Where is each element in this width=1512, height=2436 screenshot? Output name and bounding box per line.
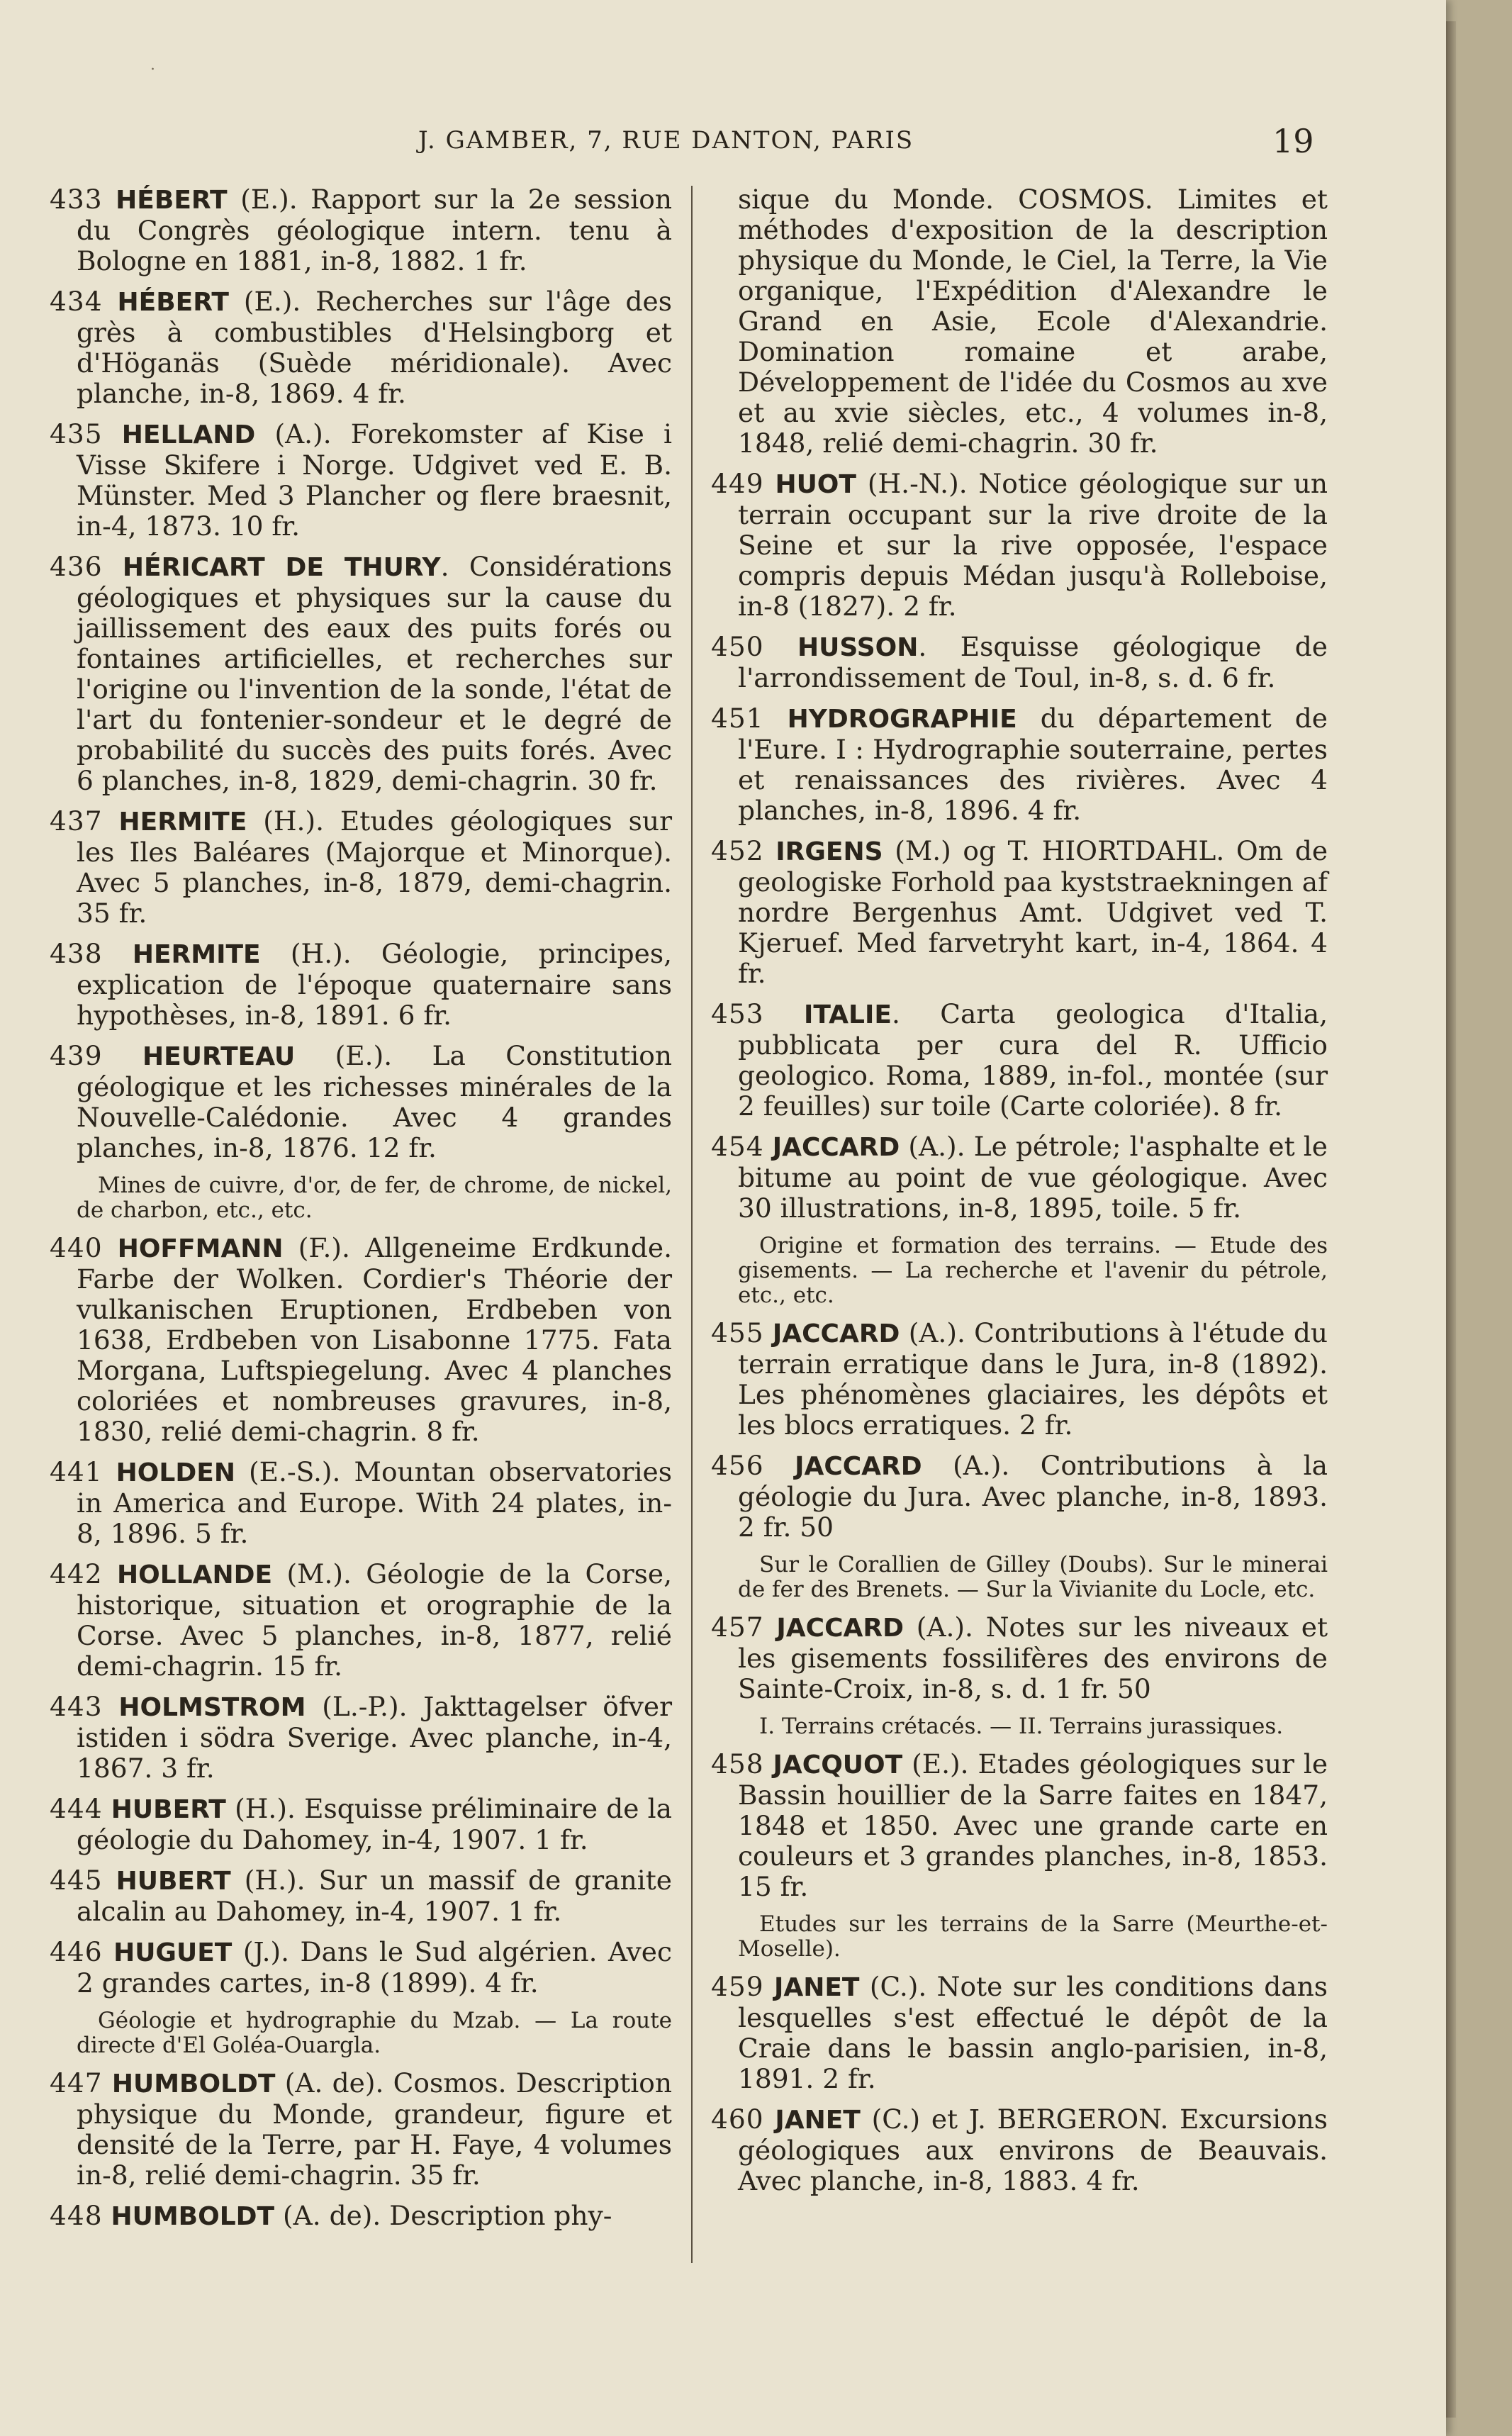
catalogue-entry <box>50 419 672 542</box>
catalogue-entry <box>711 632 1328 693</box>
catalogue-entry <box>711 1318 1328 1441</box>
catalogue-entry <box>711 1972 1328 2094</box>
entry-author: HOLLANDE <box>116 1560 273 1589</box>
entry-note: I. Terrains crétacés. — II. Terrains jurassiques. <box>759 1714 1284 1739</box>
entry-author: HERMITE <box>118 808 247 837</box>
entry-author: HEURTEAU <box>142 1042 296 1071</box>
catalogue-entry <box>711 2104 1328 2196</box>
entry-number: 446 <box>50 1936 103 1967</box>
entry-text: (J.). Dans le Sud algérien. Avec 2 grandes cartes, in-8 (1899). 4 fr. <box>77 1936 672 1999</box>
catalogue-entry <box>711 703 1328 826</box>
entry-author: JANET <box>773 1973 860 2002</box>
entry-text: (A.). Contributions à la géologie du Jura. Avec planche, in-8, 1893. 2 fr. 50 <box>738 1450 1328 1543</box>
entry-number: 445 <box>50 1865 103 1896</box>
entry-number: 442 <box>50 1558 103 1589</box>
catalogue-entry <box>50 1937 672 1999</box>
entry-author: HUMBOLDT <box>111 2202 275 2231</box>
entry-author: HÉRICART DE THURY <box>122 553 441 582</box>
entry-text: (M.). Géologie de la Corse, historique, situation et orographie de la Corse. Avec 5 planches, in-8, 1877, relié demi-chagrin. 15 fr. <box>77 1558 673 1682</box>
catalogue-entry <box>50 184 672 276</box>
page-edge <box>1446 21 1456 2418</box>
page-header <box>0 122 1446 169</box>
entry-note: Mines de cuivre, d'or, de fer, de chrome, de nickel, de charbon, etc., etc. <box>77 1173 672 1223</box>
entry-text: (L.-P.). Jakttagelser öfver istiden i södra Sverige. Avec planche, in-4, 1867. 3 fr. <box>77 1691 672 1784</box>
catalogue-entry <box>50 1233 672 1447</box>
entry-author: HUBERT <box>116 1867 231 1896</box>
entry-author: HOFFMANN <box>117 1234 284 1263</box>
entry-number: 450 <box>711 631 764 662</box>
entry-text: (H.). Géologie, principes, explication de l'époque quaternaire sans hypothèses, in-8, 1891. 6 fr. <box>77 938 673 1031</box>
entry-author: JACCARD <box>772 1133 900 1162</box>
entry-text: (A.). Le pétrole; l'asphalte et le bitume au point de vue géologique. Avec 30 illustrations, in-8, 1895, toile. 5 fr. <box>738 1131 1328 1224</box>
entry-author: HUBERT <box>111 1795 226 1824</box>
entry-note: Etudes sur les terrains de la Sarre (Meurthe-et-Moselle). <box>738 1911 1328 1962</box>
entry-author: HOLMSTROM <box>118 1693 306 1722</box>
catalogue-entry <box>50 2201 672 2232</box>
entry-author: JACQUOT <box>773 1750 903 1779</box>
entry-text: (H.-N.). Notice géologique sur un terrain occupant sur la rive droite de la Seine et sur la rive opposée, l'espace compris depuis Médan jusqu'à Rolleboise, in-8 (1827). 2 fr. <box>738 468 1328 622</box>
catalogue-entry <box>711 469 1328 622</box>
entry-author: IRGENS <box>775 837 883 866</box>
entry-text: (E.). Rapport sur la 2e session du Congrès géologique intern. tenu à Bologne en 1881, in-8, 1882. 1 fr. <box>77 184 673 276</box>
entry-text: (F.). Allgeneime Erdkunde. Farbe der Wolken. Cordier's Théorie der vulkanischen Eruptionen, Erdbeben von 1638, Erdbeben von Lisabonne 1775. Fata Morgana, Luftspiegelung. Avec 4 planches coloriées et nombreuses gravures, in-8, 1830, relié demi-chagrin. 8 fr. <box>77 1232 673 1447</box>
entry-text: (A.). Forekomster af Kise i Visse Skifere i Norge. Udgivet ved E. B. Münster. Med 3 Plancher og flere braesnit, in-4, 1873. 10 fr. <box>77 418 672 542</box>
entry-number: 436 <box>50 551 103 582</box>
catalogue-entry <box>50 1794 672 1855</box>
entry-note: Origine et formation des terrains. — Etude des gisements. — La recherche et l'avenir du pétrole, etc., etc. <box>738 1233 1328 1308</box>
catalogue-entry <box>711 1132 1328 1224</box>
entry-number: 460 <box>711 2103 764 2135</box>
entry-number: 444 <box>50 1793 103 1824</box>
entry-number: 453 <box>711 998 764 1029</box>
entry-text: (H.). Etudes géologiques sur les Iles Baléares (Majorque et Minorque). Avec 5 planches, in-8, 1879, demi-chagrin. 35 fr. <box>77 805 672 929</box>
catalogue-entry <box>711 1451 1328 1543</box>
entry-text: (A. de). Description phy- <box>283 2200 612 2231</box>
entry-text: (E.). Recherches sur l'âge des grès à combustibles d'Helsingborg et d'Höganäs (Suède méridionale). Avec planche, in-8, 1869. 4 fr. <box>77 286 672 409</box>
entry-text: (E.). Etades géologiques sur le Bassin houillier de la Sarre faites en 1847, 1848 et 1850. Avec une grande carte en couleurs et 3 grandes planches, in-8, 1853. 15 fr. <box>738 1748 1328 1902</box>
entry-text: (A.). Notes sur les niveaux et les gisements fossilifères des environs de Sainte-Croix, in-8, s. d. 1 fr. 50 <box>738 1611 1328 1704</box>
entry-text: . Esquisse géologique de l'arrondissement de Toul, in-8, s. d. 6 fr. <box>738 631 1328 693</box>
left-column <box>50 184 672 2242</box>
entry-number: 451 <box>711 703 764 734</box>
entry-text: (A.). Contributions à l'étude du terrain erratique dans le Jura, in-8 (1892). Les phénomènes glaciaires, les dépôts et les blocs erratiques. 2 fr. <box>738 1317 1328 1441</box>
entry-number: 457 <box>711 1611 764 1643</box>
entry-text: (H.). Sur un massif de granite alcalin au Dahomey, in-4, 1907. 1 fr. <box>77 1865 672 1927</box>
entry-text: (C.). Note sur les conditions dans lesquelles s'est effectué le dépôt de la Craie dans le bassin anglo-parisien, in-8, 1891. 2 fr. <box>738 1971 1328 2094</box>
entry-author: HUMBOLDT <box>111 2069 276 2099</box>
entry-number: 458 <box>711 1748 764 1779</box>
entry-author: JACCARD <box>795 1452 922 1481</box>
entry-number: 435 <box>50 418 103 449</box>
entry-text: sique du Monde. COSMOS. Limites et méthodes d'exposition de la description physique du Monde, le Ciel, la Terre, la Vie organique, l'Expédition d'Alexandre le Grand en Asie, Ecole d'Alexandrie. Domination romaine et arabe, Développement de l'idée du Cosmos au xve et au xvie siècles, etc., 4 volumes in-8, 1848, relié demi-chagrin. 30 fr. <box>738 184 1328 459</box>
entry-author: HÉBERT <box>116 186 228 215</box>
entry-text: (M.) og T. HIORTDAHL. Om de geologiske Forhold paa kyststraekningen af nordre Bergenhus Amt. Udgivet ved T. Kjeruef. Med farvetryht kart, in-4, 1864. 4 fr. <box>738 835 1328 989</box>
entry-text: (H.). Esquisse préliminaire de la géologie du Dahomey, in-4, 1907. 1 fr. <box>77 1793 673 1855</box>
entry-number: 438 <box>50 938 103 969</box>
catalogue-entry <box>50 286 672 409</box>
entry-text: . Carta geologica d'Italia, pubblicata per cura del R. Ufficio geologico. Roma, 1889, in-fol., montée (sur 2 feuilles) sur toile (Carte coloriée). 8 fr. <box>738 998 1328 1122</box>
entry-number: 439 <box>50 1040 103 1071</box>
catalogue-entry <box>50 1457 672 1549</box>
entry-number: 455 <box>711 1317 764 1348</box>
catalogue-entry <box>50 2068 672 2191</box>
entry-text: (E.). La Constitution géologique et les richesses minérales de la Nouvelle-Calédonie. Avec 4 grandes planches, in-8, 1876. 12 fr. <box>77 1040 672 1163</box>
entry-author: JACCARD <box>772 1319 900 1348</box>
entry-number: 433 <box>50 184 103 215</box>
entry-number: 441 <box>50 1456 103 1487</box>
entry-text: (C.) et J. BERGERON. Excursions géologiques aux environs de Beauvais. Avec planche, in-8, 1883. 4 fr. <box>738 2103 1328 2196</box>
entry-number: 447 <box>50 2067 103 2099</box>
running-title: J. GAMBER, 7, RUE DANTON, PARIS <box>418 126 914 155</box>
entry-author: HERMITE <box>132 940 261 969</box>
entry-author: HUGUET <box>113 1938 233 1967</box>
entry-number: 434 <box>50 286 103 317</box>
entry-number: 454 <box>711 1131 764 1162</box>
entry-number: 452 <box>711 835 764 866</box>
entry-author: HUOT <box>775 470 856 499</box>
entry-number: 443 <box>50 1691 103 1722</box>
catalogue-entry <box>50 1865 672 1927</box>
entry-number: 459 <box>711 1971 764 2002</box>
entry-author: JANET <box>775 2106 861 2135</box>
entry-author: HUSSON <box>797 633 919 662</box>
entry-number: 456 <box>711 1450 764 1481</box>
entry-author: HYDROGRAPHIE <box>787 705 1017 734</box>
entry-number: 440 <box>50 1232 103 1263</box>
catalogue-entry <box>50 1559 672 1682</box>
entry-number: 448 <box>50 2200 103 2231</box>
entry-number: 437 <box>50 805 103 837</box>
catalogue-entry <box>711 836 1328 989</box>
entry-author: HOLDEN <box>116 1458 235 1487</box>
catalogue-entry <box>50 1041 672 1163</box>
entry-text: . Considérations géologiques et physiques sur la cause du jaillissement des eaux des puits forés ou fontaines artificielles, et recherches sur l'origine ou l'invention de la sonde, l'état de l'art du fontenier-sondeur et le degré de probabilité du succès des puits forés. Avec 6 planches, in-8, 1829, demi-chagrin. 30 fr. <box>77 551 672 796</box>
catalogue-entry <box>50 806 672 929</box>
catalogue-entry <box>50 1692 672 1784</box>
column-divider <box>691 186 693 2263</box>
entry-text: (A. de). Cosmos. Description physique du Monde, grandeur, figure et densité de la Terre, par H. Faye, 4 volumes in-8, relié demi-chagrin. 35 fr. <box>77 2067 672 2191</box>
entry-text: (E.-S.). Mountan observatories in America and Europe. With 24 plates, in-8, 1896. 5 fr. <box>77 1456 672 1549</box>
catalogue-entry <box>50 552 672 796</box>
catalogue-entry <box>711 184 1328 459</box>
entry-author: JACCARD <box>776 1614 904 1643</box>
catalogue-entry <box>50 939 672 1031</box>
entry-author: HÉBERT <box>117 288 229 317</box>
entry-text: du département de l'Eure. I : Hydrographie souterraine, pertes et renaissances des rivières. Avec 4 planches, in-8, 1896. 4 fr. <box>738 703 1328 826</box>
entry-author: ITALIE <box>803 1000 892 1029</box>
stray-mark: · <box>150 61 155 79</box>
entry-author: HELLAND <box>121 420 256 449</box>
catalogue-entry <box>711 999 1328 1122</box>
right-column <box>711 184 1328 2206</box>
page-number: 19 <box>1272 122 1314 160</box>
entry-note: Sur le Corallien de Gilley (Doubs). Sur le minerai de fer des Brenets. — Sur la Vivianite du Locle, etc. <box>738 1552 1328 1602</box>
catalogue-entry <box>711 1749 1328 1902</box>
entry-number: 449 <box>711 468 764 499</box>
catalogue-entry <box>711 1612 1328 1704</box>
entry-note: Géologie et hydrographie du Mzab. — La route directe d'El Goléa-Ouargla. <box>77 2008 672 2058</box>
